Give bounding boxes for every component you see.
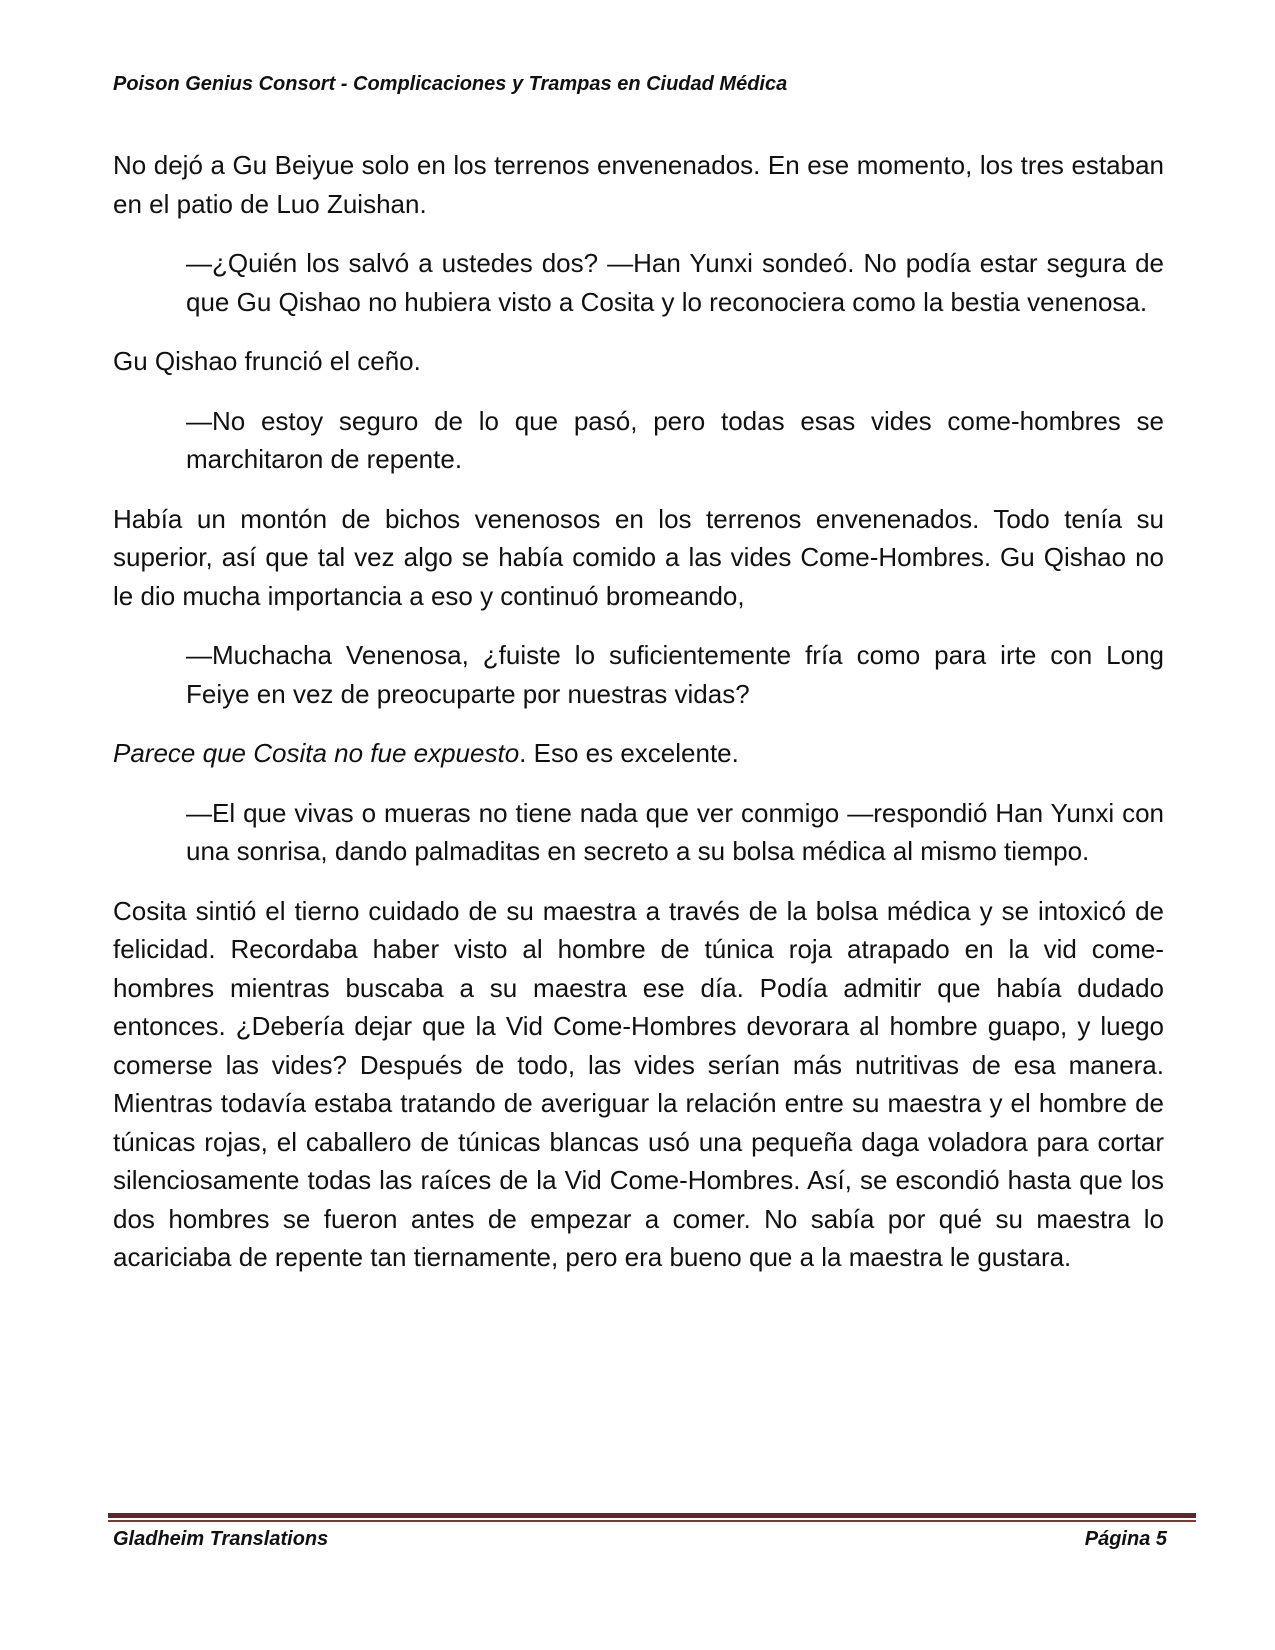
paragraph-7 — [113, 734, 1164, 773]
footer-rule-thin — [108, 1520, 1196, 1522]
paragraph-7-rest: . Eso es excelente. — [519, 738, 739, 768]
page-header-title: Poison Genius Consort - Complicaciones y Trampas en Ciudad Médica — [113, 73, 788, 95]
dialogue-paragraph-6: —Muchacha Venenosa, ¿fuiste lo suficientemente fría como para irte con Long Feiye en vez de preocuparte por nuestras vidas? — [186, 640, 1164, 709]
dialogue-paragraph-4: —No estoy seguro de lo que pasó, pero todas esas vides come-hombres se marchitaron de repente. — [186, 405, 1164, 474]
footer-page-number: Página 5 — [1084, 1528, 1167, 1550]
paragraph-1: No dejó a Gu Beiyue solo en los terrenos envenenados. En ese momento, los tres estaban en el patio de Luo Zuishan. — [113, 150, 1164, 219]
paragraph-9: Cosita sintió el tierno cuidado de su maestra a través de la bolsa médica y se intoxicó de felicidad. Recordaba haber visto al hombre de túnica roja atrapado en la vid come-hombres mientras buscaba a su maestra ese día. Podía admitir que había dudado entonces. ¿Debería dejar que la Vid Come-Hombres devorara al hombre guapo, y luego comerse las vides? Después de todo, las vides serían más nutritivas de esa manera. Mientras todavía estaba tratando de averiguar la relación entre su maestra y el hombre de túnicas rojas, el caballero de túnicas blancas usó una pequeña daga voladora para cortar silenciosamente todas las raíces de la Vid Come-Hombres. Así, se escondió hasta que los dos hombres se fueron antes de empezar a comer. No sabía por qué su maestra lo acariciaba de repente tan tiernamente, pero era bueno que a la maestra le gustara. — [113, 895, 1164, 1272]
document-body — [113, 146, 1164, 1298]
paragraph-5: Había un montón de bichos venenosos en los terrenos envenenados. Todo tenía su superior, así que tal vez algo se había comido a las vides Come-Hombres. Gu Qishao no le dio mucha importancia a eso y continuó bromeando, — [113, 503, 1164, 611]
dialogue-paragraph-2: —¿Quién los salvó a ustedes dos? —Han Yunxi sondeó. No podía estar segura de que Gu Qishao no hubiera visto a Cosita y lo reconociera como la bestia venenosa. — [186, 248, 1164, 317]
footer-rule — [108, 1513, 1196, 1518]
paragraph-3: Gu Qishao frunció el ceño. — [113, 346, 421, 376]
dialogue-paragraph-8: —El que vivas o mueras no tiene nada que ver conmigo —respondió Han Yunxi con una sonrisa, dando palmaditas en secreto a su bolsa médica al mismo tiempo. — [186, 797, 1164, 866]
footer-translator-name: Gladheim Translations — [113, 1528, 329, 1550]
italic-thought: Parece que Cosita no fue expuesto — [113, 738, 520, 768]
